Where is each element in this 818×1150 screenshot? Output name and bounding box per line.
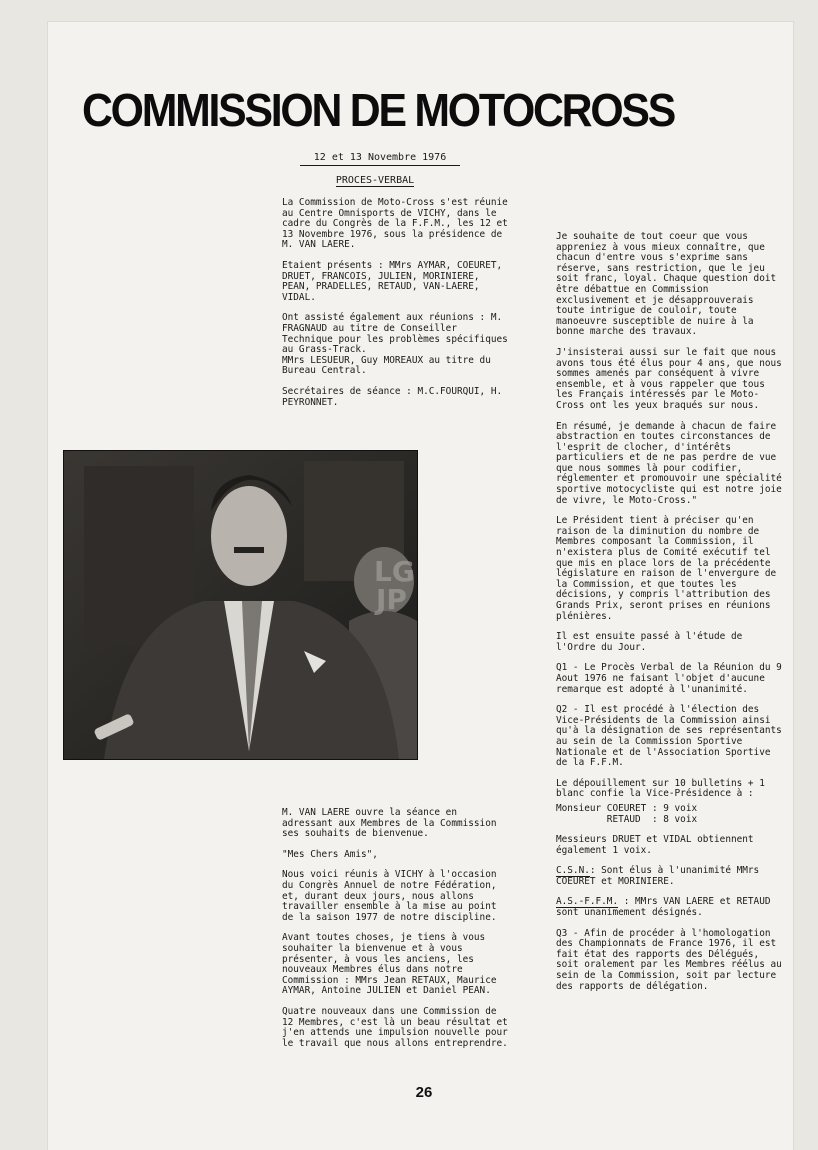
speech-paragraph: En résumé, je demande à chacun de faire abstraction en toutes circonstances de l'esprit de clocher, d'intérêts particuliers et de ne pas perdre de vue que nous sommes là pour codifier, réglementer et promouvoir une spécialité sportive motocycliste qui est notre joie de vivre, le Moto-Cross." [556,420,782,506]
ballot-result: Le dépouillement sur 10 bulletins + 1 blanc confie la Vice-Présidence à : [556,777,765,800]
intro-column [282,198,508,418]
speech-paragraph: Avant toutes choses, je tiens à vous souhaiter la bienvenue et à vous présenter, à vous les anciens, les nouveaux Membres élus dans notre Commission : MMrs Jean RETAUX, Maurice AYMAR, Antoine JULIEN et Daniel PEAN. [282,932,497,997]
minutes-column [556,232,784,1002]
asffm-paragraph [556,897,784,918]
page-number: 26 [415,1084,433,1101]
intro-paragraph: La Commission de Moto-Cross s'est réunie au Centre Omnisports de VICHY, dans le cadre du Congrès de la F.F.M., les 12 et 13 Novembre 1976, sous la présidence de M. VAN LAERE. [282,197,508,251]
agenda-intro: Il est ensuite passé à l'étude de l'Ordre du Jour. [556,631,743,653]
svg-text:JP: JP [376,583,407,616]
csn-label: C.S.N. [556,865,590,877]
agenda-item-q3: Q3 - Afin de procéder à l'homologation des Championnats de France 1976, il est fait état des rapports des Délégués, soit oralement par les Membres réélus au sein de la Commission, soit par lecture des rapports de délégation. [556,927,782,992]
asffm-text: : MMrs VAN LAERE et RETAUD sont unanimement désignés. [556,896,771,919]
page-title: COMMISSION DE MOTOCROSS [82,84,675,136]
speech-column [282,808,508,1059]
speech-paragraph: Quatre nouveaux dans une Commission de 12 Membres, c'est là un beau résultat et j'en attends une impulsion nouvelle pour le travail que nous allons entreprendre. [282,1005,508,1049]
csn-text: : Sont élus à l'unanimité MMrs COEURET et MORINIERE. [556,865,760,887]
agenda-item-q1: Q1 - Le Procès Verbal de la Réunion du 9 Aout 1976 ne faisant l'objet d'aucune remarque est adopté à l'unanimité. [556,662,782,695]
vote-line: RETAUD : 8 voix [556,813,698,825]
attendees-paragraph: Etaient présents : MMrs AYMAR, COEURET, DRUET, FRANCOIS, JULIEN, MORINIERE, PEAN, PRADELLES, RETAUD, VAN-LAERE, VIDAL. [282,259,503,303]
vote-line: Monsieur COEURET : 9 voix [556,802,698,814]
speech-paragraph: Je souhaite de tout coeur que vous appreniez à vous mieux connaître, que chacun d'entre vous s'exprime sans réserve, sans restriction, que le jeu soit franc, loyal. Chaque question doit être débattue en Commission exclusivement et je désapprouverais toute intrigue de couloir, toute manoeuvre susceptible de nuire à la bonne marche des travaux. [556,231,777,338]
opening-paragraph: M. VAN LAERE ouvre la séance en adressant aux Membres de la Commission ses souhaits de bienvenue. [282,807,497,840]
svg-text:LG: LG [374,555,415,588]
csn-paragraph [556,866,784,887]
document-type [300,176,450,187]
asffm-label: A.S.-F.F.M. [556,896,619,908]
agenda-item-q2: Q2 - Il est procédé à l'élection des Vice-Présidents de la Commission ainsi qu'à la désignation de ses représentants au sein de la Commission Sportive Nationale et de l'Association Sportive de la F.F.M. [556,704,782,769]
document-type-label: PROCES-VERBAL [335,175,415,186]
guests-paragraph: Ont assisté également aux réunions : M. FRAGNAUD au titre de Conseiller Technique pour les problèmes spécifiques au Grass-Track. [282,312,508,356]
speech-paragraph: Nous voici réunis à VICHY à l'occasion du Congrès Annuel de notre Fédération, et, durant deux jours, nous allons travailler ensemble à la mise au point de la saison 1977 de notre discipline. [282,869,497,923]
president-statement: Le Président tient à préciser qu'en raison de la diminution du nombre de Membres composant la Commission, il n'existera plus de Comité exécutif tel que mis en place lors de la précédente législature en raison de l'envergure de la Commission, et que toutes les décisions, y compris l'attribution des Grands Prix, seront prises en réunions plénières. [556,515,777,622]
salutation: "Mes Chers Amis", [282,848,378,860]
speech-paragraph: J'insisterai aussi sur le fait que nous avons tous été élus pour 4 ans, que nous sommes amenés par conséquent à vivre ensemble, et à vous rappeler que tous les Français intéressés par le Moto-Cross ont les yeux braqués sur nous. [556,346,782,411]
secretaries-paragraph: Secrétaires de séance : M.C.FOURQUI, H. PEYRONNET. [282,385,503,408]
other-votes: Messieurs DRUET et VIDAL obtiennent également 1 voix. [556,834,754,856]
president-photo [63,450,418,760]
vote-results [556,804,784,825]
meeting-date: 12 et 13 Novembre 1976 [300,153,460,166]
bureau-paragraph: MMrs LESUEUR, Guy MOREAUX au titre du Bureau Central. [282,354,491,377]
